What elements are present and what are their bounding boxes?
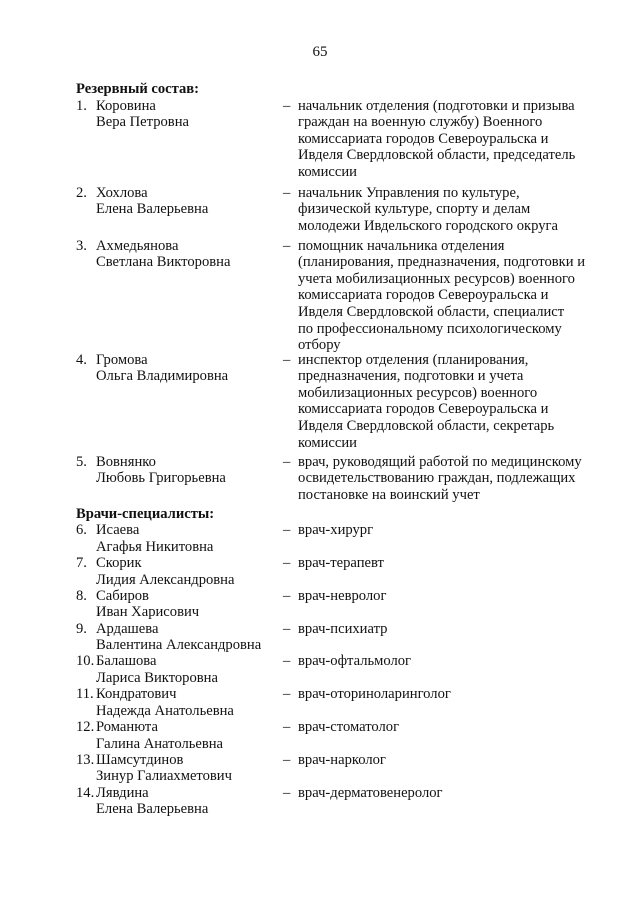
section-heading-reserve: Резервный состав: [76,81,200,97]
item-number: 14. [76,784,95,801]
given-names: Галина Анатольевна [96,735,224,752]
position-description [298,785,616,802]
position-line: комиссариата городов Североуральска и [298,287,549,304]
position-line: врач-терапевт [298,554,384,571]
surname: Балашова [96,653,157,670]
surname: Исаева [96,522,140,539]
position-line: физической культуре, спорту и делам [298,201,531,218]
given-names: Вера Петровна [96,114,189,131]
given-names: Иван Харисович [96,604,200,621]
item-number: 10. [76,653,95,670]
position-line: Ивделя Свердловской области, секретарь [298,417,555,434]
person-name [76,588,286,621]
item-number: 6. [76,522,87,539]
person-name [76,686,286,719]
list-item [76,522,616,555]
surname: Вовнянко [96,453,156,470]
given-names: Елена Валерьевна [96,201,209,218]
person-name [76,752,286,785]
position-description [298,185,616,235]
position-line: по профессиональному психологическому [298,320,562,337]
list-item [76,98,616,185]
given-names: Надежда Анатольевна [96,702,234,719]
position-line: Ивделя Свердловской области, председатель [298,147,576,164]
position-description [298,719,616,736]
person-name [76,621,286,654]
position-line: постановке на воинский учет [298,486,480,503]
position-line: учета мобилизационных ресурсов) военного [298,270,575,287]
position-line: (планирования, предназначения, подготовки и [298,254,586,271]
list-item [76,352,616,454]
surname: Ахмедьянова [96,237,179,254]
given-names: Агафья Никитовна [96,538,214,555]
list-item [76,785,616,818]
surname: Ардашева [96,620,159,637]
list-item [76,621,616,654]
position-line: отбору [298,337,341,354]
list-item [76,653,616,686]
person-name [76,185,286,238]
item-number: 3. [76,237,87,254]
dash-separator: – [283,237,291,254]
dash-separator: – [283,522,291,539]
position-line: комиссариата городов Североуральска и [298,130,549,147]
dash-separator: – [283,554,291,571]
position-line: мобилизационных ресурсов) военного [298,384,538,401]
position-line: помощник начальника отделения [298,237,505,254]
position-line: врач-дерматовенеролог [298,784,443,801]
dash-separator: – [283,351,291,368]
position-line: врач-нарколог [298,751,386,768]
position-description [298,588,616,605]
position-line: начальник отделения (подготовки и призыва [298,97,575,114]
given-names: Елена Валерьевна [96,801,209,818]
position-description [298,98,616,181]
surname: Лявдина [96,784,149,801]
person-name [76,98,286,185]
surname: Коровина [96,97,156,114]
list-item [76,454,616,506]
item-number: 13. [76,751,95,768]
position-line: врач-хирург [298,522,374,539]
item-number: 7. [76,554,87,571]
surname: Сабиров [96,587,149,604]
position-line: инспектор отделения (планирования, [298,351,529,368]
position-description [298,352,616,452]
item-number: 5. [76,453,87,470]
dash-separator: – [283,686,291,703]
person-name [76,238,286,352]
list-item [76,238,616,352]
item-number: 2. [76,184,87,201]
dash-separator: – [283,653,291,670]
position-description [298,752,616,769]
position-line: Ивделя Свердловской области, специалист [298,303,565,320]
list-item [76,719,616,752]
given-names: Ольга Владимировна [96,368,229,385]
position-line: врач-невролог [298,587,387,604]
dash-separator: – [283,184,291,201]
list-item [76,555,616,588]
position-line: молодежи Ивдельского городского округа [298,217,558,234]
person-name [76,653,286,686]
section-heading-doctors: Врачи-специалисты: [76,505,215,522]
person-name [76,454,286,506]
position-line: врач-офтальмолог [298,653,412,670]
page-number: 65 [312,44,328,60]
position-description [298,555,616,572]
dash-separator: – [283,587,291,604]
list-item [76,686,616,719]
dash-separator: – [283,784,291,801]
position-line: освидетельствованию граждан, подлежащих [298,470,576,487]
position-line: врач-оториноларинголог [298,686,451,703]
dash-separator: – [283,620,291,637]
position-line: комиссии [298,434,357,451]
position-description [298,238,616,354]
position-line: комиссии [298,163,357,180]
dash-separator: – [283,718,291,735]
person-name [76,555,286,588]
position-description [298,686,616,703]
given-names: Любовь Григорьевна [96,470,226,487]
given-names: Лидия Александровна [96,571,235,588]
given-names: Валентина Александровна [96,637,262,654]
item-number: 9. [76,620,87,637]
surname: Шамсутдинов [96,751,184,768]
dash-separator: – [283,97,291,114]
position-description [298,653,616,670]
given-names: Светлана Викторовна [96,254,231,271]
list-item [76,588,616,621]
person-name [76,719,286,752]
list-item [76,752,616,785]
item-number: 8. [76,587,87,604]
dash-separator: – [283,453,291,470]
position-line: врач-психиатр [298,620,388,637]
surname: Кондратович [96,686,177,703]
item-number: 11. [76,686,94,703]
person-name [76,522,286,555]
position-line: предназначения, подготовки и учета [298,368,524,385]
position-description [298,621,616,638]
position-description [298,454,616,504]
surname: Хохлова [96,184,148,201]
dash-separator: – [283,751,291,768]
item-number: 1. [76,97,87,114]
document-body [76,81,616,817]
item-number: 12. [76,718,95,735]
position-line: врач-стоматолог [298,718,400,735]
position-description [298,522,616,539]
person-name [76,352,286,454]
surname: Скорик [96,554,142,571]
person-name [76,785,286,818]
surname: Романюта [96,718,158,735]
position-line: граждан на военную службу) Военного [298,114,543,131]
given-names: Зинур Галиахметович [96,768,232,785]
item-number: 4. [76,351,87,368]
surname: Громова [96,351,148,368]
position-line: комиссариата городов Североуральска и [298,401,549,418]
position-line: врач, руководящий работой по медицинскому [298,453,582,470]
given-names: Лариса Викторовна [96,669,218,686]
list-item [76,185,616,238]
position-line: начальник Управления по культуре, [298,184,520,201]
